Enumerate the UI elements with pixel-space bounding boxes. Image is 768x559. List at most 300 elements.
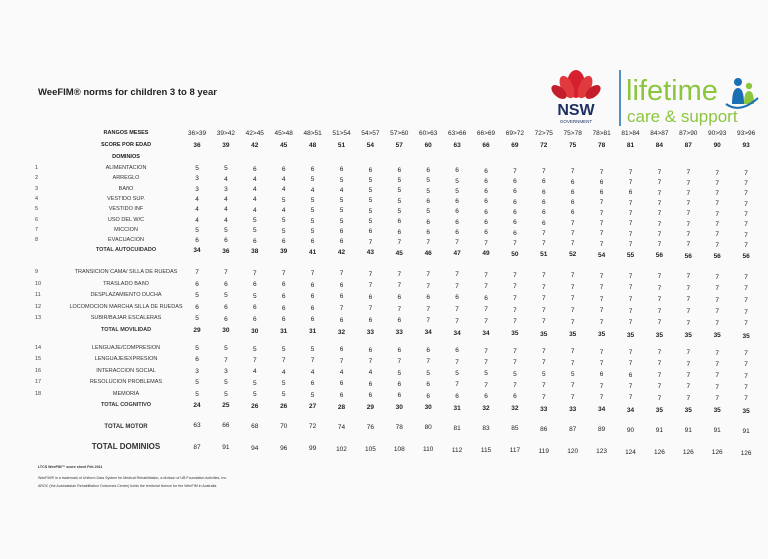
score-cell: 6	[281, 237, 286, 245]
score-cell: 7	[397, 238, 402, 246]
score-cell: 6	[224, 237, 228, 245]
total-motor-cell: 78	[395, 424, 403, 432]
subtotal-cell: 45	[395, 249, 403, 257]
subtotal-cell: 35	[713, 332, 721, 340]
score-cell: 7	[599, 284, 604, 292]
total-motor-cell: 70	[280, 422, 288, 430]
subtotal-cell: 56	[742, 253, 750, 261]
row-number: 18	[35, 390, 42, 397]
subtotal-cell: 49	[482, 250, 490, 258]
score-cell: 7	[744, 169, 748, 177]
score-cell: 7	[252, 269, 257, 277]
score-cell: 7	[744, 383, 748, 391]
total-motor-cell: 91	[684, 427, 692, 435]
score-cell: 7	[657, 241, 662, 249]
score-cell: 6	[397, 166, 402, 174]
score-cell: 7	[715, 285, 719, 293]
age-range-header: 45>48	[274, 130, 293, 137]
score-by-age: 75	[569, 142, 577, 149]
score-cell: 6	[368, 166, 373, 174]
score-cell: 6	[484, 167, 488, 175]
score-cell: 7	[657, 179, 662, 187]
subtotal-cell: 35	[742, 332, 750, 340]
total-motor-cell: 66	[222, 422, 230, 430]
score-cell: 4	[281, 176, 286, 184]
score-cell: 4	[195, 195, 199, 203]
score-cell: 6	[484, 198, 488, 206]
total-motor-cell: 80	[424, 424, 432, 432]
total-motor-cell: 63	[193, 422, 201, 429]
total-domains-cell: 119	[538, 447, 549, 455]
score-by-age: 78	[597, 142, 606, 149]
score-cell: 7	[657, 210, 662, 218]
score-cell: 6	[281, 292, 286, 300]
age-range-header: 72>75	[534, 130, 553, 137]
score-cell: 6	[310, 304, 315, 312]
score-cell: 7	[686, 360, 691, 368]
score-cell: 4	[368, 369, 373, 377]
subtotal-cell: 56	[655, 252, 664, 260]
subtotal-cell: 41	[308, 248, 317, 256]
score-cell: 5	[310, 391, 315, 399]
row-number: 12	[35, 303, 42, 310]
row-number: 1	[35, 165, 39, 171]
score-cell: 4	[224, 206, 228, 214]
nsw-government-logo	[546, 62, 606, 128]
score-cell: 7	[628, 209, 633, 217]
score-cell: 4	[224, 216, 228, 224]
score-cell: 7	[744, 308, 748, 316]
score-cell: 7	[541, 295, 546, 303]
subtotal-cell: 25	[222, 402, 230, 410]
score-cell: 7	[599, 348, 604, 356]
total-domains-cell: 96	[280, 444, 288, 452]
total-motor-cell: 91	[742, 427, 750, 435]
score-by-age: 84	[655, 142, 664, 149]
score-cell: 6	[628, 189, 633, 197]
age-range-header: 81>84	[621, 130, 640, 137]
score-cell: 6	[252, 304, 257, 312]
score-cell: 6	[339, 346, 344, 354]
score-cell: 6	[397, 346, 402, 354]
score-cell: 5	[195, 390, 199, 398]
score-cell: 7	[368, 238, 373, 246]
score-cell: 6	[310, 238, 315, 246]
total-domains-cell: 117	[509, 447, 521, 455]
score-cell: 7	[426, 305, 430, 313]
score-cell: 7	[368, 357, 373, 365]
total-motor-cell: 86	[540, 425, 548, 433]
score-cell: 5	[252, 391, 257, 399]
page-title: WeeFIM® norms for children 3 to 8 year	[38, 87, 217, 98]
score-cell: 4	[281, 368, 286, 376]
score-by-age: 51	[337, 142, 346, 149]
score-cell: 6	[397, 228, 402, 236]
score-cell: 5	[224, 227, 228, 235]
score-cell: 6	[541, 209, 546, 217]
age-range-header: 51>54	[332, 130, 351, 137]
score-cell: 4	[224, 175, 228, 183]
score-cell: 5	[224, 390, 228, 398]
score-cell: 7	[541, 306, 546, 314]
score-cell: 7	[715, 273, 719, 281]
score-cell: 5	[281, 345, 286, 353]
score-cell: 5	[252, 292, 257, 300]
subtotal-cell: 33	[540, 405, 548, 413]
score-cell: 7	[599, 307, 604, 315]
score-cell: 7	[657, 273, 662, 280]
score-cell: 4	[281, 206, 286, 214]
score-cell: 7	[657, 220, 662, 228]
score-cell: 6	[426, 392, 430, 400]
subtotal-label: TOTAL AUTOCUIDADO	[95, 247, 157, 254]
score-cell: 5	[368, 207, 373, 215]
score-cell: 4	[310, 186, 315, 194]
score-cell: 5	[397, 187, 402, 195]
subtotal-label: TOTAL MOVILIDAD	[100, 327, 152, 333]
score-cell: 7	[657, 394, 662, 402]
total-motor-cell: 91	[713, 427, 721, 435]
score-by-age: 57	[395, 142, 403, 149]
score-cell: 6	[281, 304, 286, 312]
score-cell: 7	[570, 295, 575, 303]
score-cell: 6	[368, 316, 373, 324]
subtotal-cell: 35	[626, 331, 635, 339]
score-cell: 7	[541, 382, 546, 390]
score-cell: 4	[252, 368, 257, 376]
subtotal-cell: 55	[626, 251, 635, 259]
score-cell: 6	[541, 178, 546, 186]
score-cell: 7	[513, 167, 517, 175]
score-by-age: 48	[308, 142, 317, 149]
score-cell: 7	[715, 179, 719, 187]
score-cell: 7	[715, 319, 719, 327]
score-cell: 7	[570, 382, 575, 390]
score-cell: 6	[570, 188, 575, 196]
score-cell: 6	[455, 218, 459, 226]
subtotal-cell: 35	[597, 331, 606, 339]
score-cell: 7	[744, 200, 748, 208]
total-domains-cell: 108	[393, 446, 405, 454]
subtotal-cell: 33	[569, 405, 577, 413]
score-cell: 6	[281, 281, 286, 289]
score-cell: 7	[686, 273, 691, 281]
total-motor-cell: 91	[655, 426, 664, 434]
total-domains-cell: 126	[682, 449, 694, 457]
row-number: 9	[35, 269, 39, 275]
score-cell: 7	[715, 169, 719, 177]
score-cell: 7	[715, 190, 719, 198]
item-label: DESPLAZAMIENTO DUCHA	[90, 292, 162, 299]
subtotal-cell: 27	[308, 403, 317, 411]
subtotal-cell: 30	[251, 327, 259, 335]
score-cell: 4	[281, 186, 286, 194]
score-cell: 7	[686, 349, 691, 357]
score-cell: 7	[599, 199, 604, 207]
score-cell: 7	[513, 306, 517, 314]
score-cell: 7	[426, 271, 430, 278]
score-cell: 7	[744, 221, 748, 229]
score-cell: 5	[281, 227, 286, 235]
score-cell: 7	[715, 200, 719, 208]
score-cell: 5	[368, 187, 373, 195]
score-cell: 7	[715, 349, 719, 357]
score-cell: 7	[599, 359, 604, 367]
score-cell: 7	[397, 358, 402, 366]
score-cell: 7	[715, 308, 719, 316]
score-cell: 6	[252, 237, 257, 245]
score-cell: 7	[657, 230, 662, 238]
score-cell: 7	[224, 356, 228, 364]
score-cell: 6	[484, 177, 488, 185]
total-motor-cell: 83	[482, 425, 490, 432]
subtotal-cell: 34	[482, 330, 490, 337]
score-cell: 6	[252, 281, 257, 289]
score-cell: 5	[397, 177, 402, 185]
row-number: 15	[35, 356, 42, 363]
score-cell: 7	[686, 220, 691, 228]
score-cell: 7	[657, 284, 662, 292]
score-cell: 7	[599, 318, 604, 326]
score-cell: 7	[686, 383, 691, 391]
subtotal-cell: 35	[511, 330, 519, 338]
score-cell: 6	[281, 316, 286, 324]
score-cell: 7	[570, 283, 575, 291]
age-range-header: 54>57	[361, 130, 380, 137]
total-domains-cell: 112	[451, 446, 463, 454]
score-cell: 6	[628, 371, 633, 379]
score-cell: 7	[628, 230, 633, 238]
score-cell: 4	[252, 186, 257, 194]
score-cell: 6	[426, 228, 430, 236]
row-number: 13	[35, 315, 42, 322]
score-cell: 7	[628, 307, 633, 315]
total-domains-cell: 120	[567, 447, 579, 455]
score-cell: 7	[628, 240, 633, 248]
score-cell: 5	[252, 345, 257, 353]
score-cell: 6	[426, 347, 430, 354]
score-cell: 7	[744, 349, 748, 357]
score-cell: 6	[195, 237, 199, 245]
total-domains-cell: 124	[625, 448, 636, 456]
score-cell: 6	[426, 218, 430, 226]
score-cell: 5	[339, 207, 344, 215]
score-cell: 7	[484, 358, 488, 366]
score-cell: 5	[310, 196, 315, 204]
score-cell: 6	[224, 304, 228, 312]
score-cell: 7	[715, 372, 719, 380]
score-cell: 6	[570, 178, 575, 186]
subtotal-cell: 34	[424, 329, 432, 337]
score-cell: 7	[455, 239, 459, 247]
total-domains-cell: 126	[711, 449, 723, 457]
total-motor-cell: 87	[569, 425, 577, 433]
item-label: TRANSICION CAMA/ SILLA DE RUEDAS	[74, 269, 178, 275]
score-label: SCORE POR EDAD	[100, 142, 152, 148]
subtotal-cell: 46	[424, 249, 432, 257]
score-cell: 7	[484, 271, 488, 279]
footnote-trademark: WeeFIM® is a trademark of Uniform Data System for Medical Rehabilitation, a division of UB Foundation Activities, Inc.	[38, 476, 228, 480]
score-cell: 5	[224, 345, 228, 353]
total-domains-cell: 94	[251, 444, 259, 452]
score-cell: 6	[455, 392, 459, 400]
score-cell: 5	[455, 370, 459, 378]
score-cell: 4	[224, 196, 228, 204]
subtotal-cell: 35	[655, 331, 664, 339]
score-cell: 4	[339, 186, 344, 194]
score-cell: 5	[339, 176, 344, 184]
care-support-wordmark: care & support	[627, 107, 738, 126]
score-cell: 7	[541, 393, 546, 401]
score-cell: 7	[744, 190, 748, 198]
total-motor-cell: 68	[251, 422, 259, 430]
score-by-age: 54	[366, 142, 375, 149]
score-cell: 6	[484, 294, 488, 302]
score-cell: 5	[224, 165, 228, 173]
score-cell: 6	[224, 315, 228, 323]
score-cell: 7	[397, 305, 402, 313]
subtotal-cell: 35	[540, 330, 548, 338]
subtotal-label: TOTAL COGNITIVO	[100, 402, 152, 408]
subtotal-cell: 35	[713, 407, 721, 415]
score-cell: 7	[484, 239, 488, 247]
footnote-licence: AROC (the Australasian Rehabilitation Outcomes Centre) holds the territorial licence for the WeeFIM in Australia.	[38, 484, 218, 488]
score-cell: 7	[195, 269, 199, 276]
score-cell: 7	[744, 180, 748, 188]
score-cell: 7	[513, 359, 517, 367]
score-cell: 7	[310, 270, 315, 277]
score-cell: 6	[513, 178, 517, 186]
total-domains-cell: 102	[336, 445, 347, 453]
score-by-age: 93	[742, 142, 750, 149]
total-domains-cell: 105	[364, 445, 376, 453]
score-cell: 7	[455, 306, 459, 314]
total-motor-cell: 90	[626, 426, 635, 434]
age-range-header: 75>78	[563, 130, 582, 137]
score-cell: 7	[281, 269, 286, 277]
score-by-age: 63	[453, 142, 461, 149]
score-cell: 7	[628, 382, 633, 390]
row-number: 10	[35, 280, 42, 287]
score-cell: 7	[744, 320, 748, 328]
score-cell: 7	[657, 199, 662, 207]
score-cell: 5	[368, 197, 373, 205]
item-label: BAñO	[118, 185, 134, 192]
score-cell: 7	[744, 231, 748, 239]
score-cell: 5	[368, 176, 373, 184]
row-number: 3	[35, 185, 39, 192]
score-by-age: 81	[626, 142, 635, 149]
subtotal-cell: 31	[453, 404, 461, 412]
score-cell: 4	[195, 206, 199, 214]
score-cell: 7	[715, 395, 719, 403]
score-by-age: 72	[540, 142, 548, 149]
item-label: SUBIR/BAJAR ESCALERAS	[90, 315, 162, 322]
score-cell: 6	[339, 281, 344, 289]
score-cell: 7	[686, 200, 691, 208]
score-cell: 7	[368, 282, 373, 290]
row-number: 7	[35, 226, 39, 233]
subtotal-cell: 54	[597, 251, 606, 259]
score-cell: 5	[484, 370, 488, 378]
score-cell: 7	[570, 307, 575, 315]
score-cell: 6	[570, 209, 575, 217]
score-cell: 7	[455, 358, 459, 366]
score-cell: 6	[513, 219, 517, 227]
score-cell: 6	[484, 208, 488, 216]
score-cell: 5	[397, 197, 402, 205]
score-cell: 7	[570, 219, 575, 227]
score-cell: 6	[339, 166, 344, 174]
score-cell: 7	[599, 168, 604, 176]
score-cell: 7	[570, 272, 575, 280]
score-cell: 7	[484, 381, 488, 389]
total-domains-cell: 87	[193, 444, 201, 451]
range-label: RANGOS MESES	[103, 130, 149, 136]
score-cell: 7	[715, 221, 719, 228]
subtotal-cell: 35	[569, 330, 577, 338]
score-cell: 3	[224, 185, 228, 193]
score-cell: 7	[657, 360, 662, 368]
score-cell: 7	[628, 319, 633, 327]
score-cell: 5	[281, 391, 286, 399]
age-range-header: 84>87	[650, 130, 669, 137]
lifetime-wordmark: lifetime	[626, 75, 718, 107]
score-cell: 7	[628, 360, 633, 368]
score-cell: 5	[455, 177, 459, 185]
item-label: RESOLUCION PROBLEMAS	[89, 379, 163, 386]
score-cell: 6	[426, 197, 430, 205]
age-range-header: 60>63	[419, 130, 438, 137]
score-cell: 7	[715, 210, 719, 218]
subtotal-cell: 31	[308, 328, 317, 336]
score-cell: 7	[570, 230, 575, 238]
score-cell: 6	[455, 347, 459, 355]
score-cell: 7	[339, 305, 344, 313]
score-cell: 5	[252, 217, 257, 224]
score-cell: 5	[252, 379, 257, 387]
score-cell: 7	[541, 272, 546, 279]
total-domains-label: TOTAL DOMINIOS	[91, 442, 161, 451]
item-label: INTERACCION SOCIAL	[96, 367, 156, 374]
nsw-wordmark: NSW	[557, 102, 595, 119]
total-motor-cell: 85	[511, 425, 519, 433]
score-cell: 6	[281, 165, 286, 173]
score-cell: 7	[599, 394, 604, 402]
age-range-header: 39>42	[216, 130, 236, 137]
score-cell: 7	[426, 358, 430, 366]
score-cell: 7	[368, 305, 373, 313]
item-label: ALIMENTACION	[105, 165, 147, 171]
score-cell: 7	[657, 169, 662, 176]
row-number: 14	[35, 345, 42, 351]
score-cell: 3	[195, 175, 199, 183]
score-cell: 7	[513, 347, 517, 355]
subtotal-cell: 32	[482, 405, 490, 412]
score-cell: 6	[455, 229, 459, 237]
row-number: 5	[35, 206, 39, 213]
score-cell: 6	[310, 166, 315, 173]
score-cell: 7	[744, 273, 748, 281]
score-cell: 6	[339, 293, 344, 301]
item-label: EVACUACION	[108, 237, 144, 244]
subtotal-cell: 32	[337, 328, 346, 336]
score-cell: 6	[310, 293, 315, 301]
score-cell: 7	[339, 357, 344, 365]
score-cell: 7	[426, 282, 430, 290]
score-cell: 5	[310, 217, 315, 225]
item-label: LENGUAJE/COMPRESION	[91, 345, 161, 351]
